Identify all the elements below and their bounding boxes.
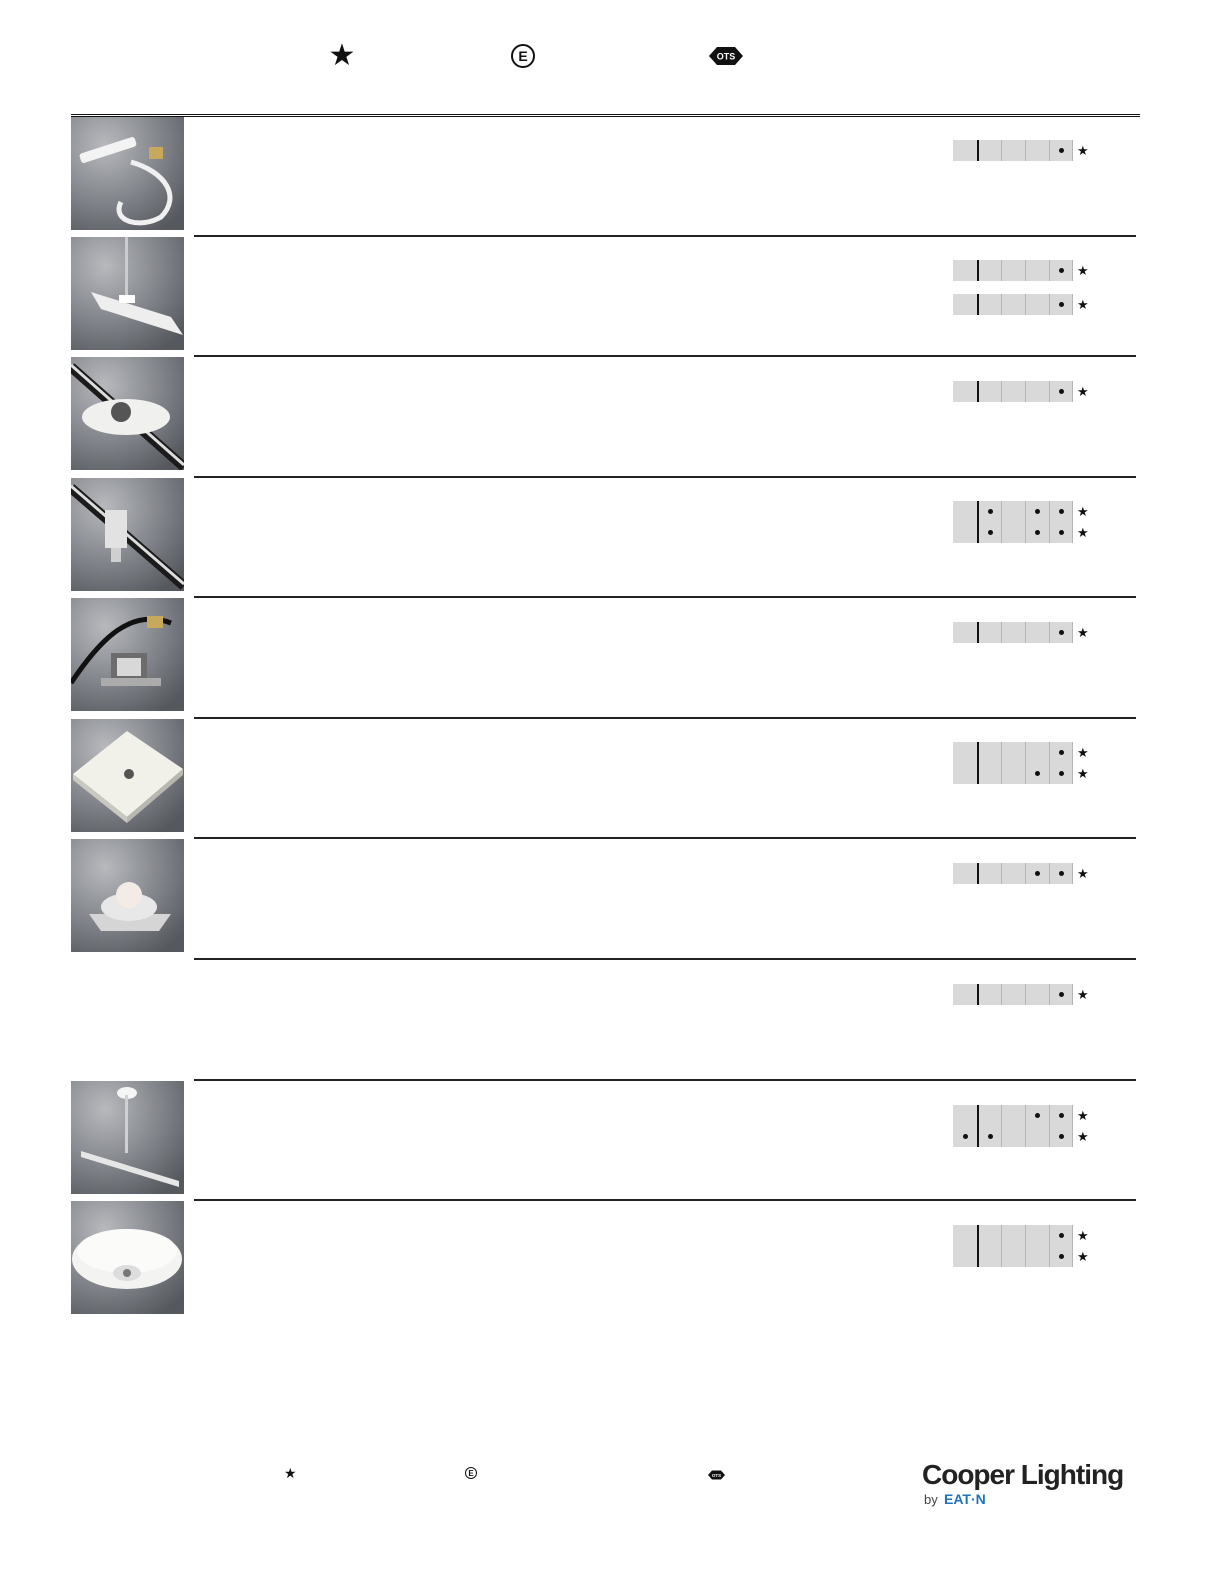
- product-row: [0, 717, 1224, 837]
- availability-dot: [1059, 1113, 1064, 1118]
- feature-matrix: [953, 622, 1091, 643]
- matrix-cell: [1001, 1246, 1025, 1267]
- matrix-cell: [1025, 984, 1049, 1005]
- matrix-cell: [1001, 1225, 1025, 1246]
- product-row: [0, 837, 1224, 957]
- matrix-cell: [1025, 1105, 1049, 1126]
- star-icon: ★: [1077, 625, 1089, 640]
- availability-dot: [1035, 530, 1040, 535]
- brand-name: Cooper Lighting: [922, 1459, 1124, 1490]
- matrix-cell: [1025, 501, 1049, 522]
- product-row: [0, 235, 1224, 355]
- matrix-cell: [1025, 381, 1049, 402]
- matrix-cell: [1025, 1225, 1049, 1246]
- track-cord-connector-photo: [71, 117, 184, 230]
- matrix-cell: [953, 1246, 977, 1267]
- availability-dot: [1059, 771, 1064, 776]
- availability-dot: [1035, 1113, 1040, 1118]
- star-icon: ★: [328, 39, 356, 72]
- row-divider: [194, 1079, 1136, 1081]
- square-mounting-plate-photo: [71, 719, 184, 832]
- star-icon: ★: [1077, 1108, 1089, 1123]
- matrix-cell: [1001, 294, 1025, 315]
- matrix-row: [953, 260, 1091, 281]
- feature-matrix: [953, 260, 1091, 315]
- star-icon: ★: [1077, 384, 1089, 399]
- matrix-cell: [977, 1126, 1001, 1147]
- product-row: [0, 1199, 1224, 1319]
- matrix-cell: [977, 1105, 1001, 1126]
- brand-by: by: [924, 1492, 938, 1507]
- product-row: [0, 596, 1224, 716]
- matrix-cell: [1049, 763, 1073, 784]
- matrix-cell: [953, 622, 977, 643]
- availability-dot: [1035, 509, 1040, 514]
- star-icon: ★: [1077, 866, 1089, 881]
- matrix-row: [953, 1246, 1091, 1267]
- matrix-cell: [1049, 1126, 1073, 1147]
- matrix-cell: [1049, 984, 1073, 1005]
- row-divider: [194, 235, 1136, 237]
- product-row: [0, 355, 1224, 475]
- matrix-cell: [1001, 381, 1025, 402]
- row-divider: [194, 355, 1136, 357]
- matrix-cell: [1049, 1246, 1073, 1267]
- matrix-cell: [1049, 522, 1073, 543]
- matrix-cell: [1001, 763, 1025, 784]
- matrix-row: [953, 294, 1091, 315]
- matrix-cell: [1049, 622, 1073, 643]
- matrix-cell: [1025, 1126, 1049, 1147]
- matrix-cell: [1025, 522, 1049, 543]
- svg-text:OTS: OTS: [711, 1472, 722, 1478]
- matrix-row: [953, 140, 1091, 161]
- star-icon: ★: [1077, 263, 1089, 278]
- matrix-cell: [1049, 501, 1073, 522]
- brand-logo: [922, 1459, 1132, 1509]
- star-icon: ★: [1077, 987, 1089, 1002]
- availability-dot: [1059, 268, 1064, 273]
- eaton-logo: EAT·N: [944, 1491, 986, 1507]
- matrix-cell: [1049, 294, 1073, 315]
- feature-matrix: [953, 501, 1091, 543]
- matrix-cell: [977, 763, 1001, 784]
- matrix-cell: [1025, 763, 1049, 784]
- product-row: [0, 115, 1224, 235]
- availability-dot: [1059, 302, 1064, 307]
- circled-e-icon: E: [511, 44, 535, 68]
- row-divider: [194, 837, 1136, 839]
- matrix-cell: [1001, 501, 1025, 522]
- availability-dot: [1059, 750, 1064, 755]
- track-canopy-mount-photo: [71, 357, 184, 470]
- matrix-cell: [1001, 742, 1025, 763]
- matrix-cell: [1049, 140, 1073, 161]
- availability-dot: [1059, 1233, 1064, 1238]
- star-icon: ★: [1077, 504, 1089, 519]
- availability-dot: [1059, 1134, 1064, 1139]
- matrix-cell: [1001, 522, 1025, 543]
- round-canopy-photo: [71, 1201, 184, 1314]
- star-icon: ★: [1077, 297, 1089, 312]
- matrix-cell: [977, 522, 1001, 543]
- star-icon: ★: [1077, 745, 1089, 760]
- feature-matrix: [953, 1105, 1091, 1147]
- star-icon: ★: [1077, 1129, 1089, 1144]
- feature-matrix: [953, 140, 1091, 161]
- matrix-row: [953, 1225, 1091, 1246]
- track-clip-fitting-photo: [71, 478, 184, 591]
- star-icon: ★: [284, 1465, 297, 1481]
- matrix-cell: [953, 1225, 977, 1246]
- matrix-cell: [977, 622, 1001, 643]
- matrix-cell: [953, 381, 977, 402]
- matrix-cell: [977, 742, 1001, 763]
- star-icon: ★: [1077, 1249, 1089, 1264]
- row-divider: [194, 596, 1136, 598]
- matrix-cell: [953, 260, 977, 281]
- ots-diamond-icon: [709, 46, 743, 66]
- availability-dot: [1059, 530, 1064, 535]
- matrix-cell: [1025, 294, 1049, 315]
- matrix-cell: [1049, 260, 1073, 281]
- availability-dot: [963, 1134, 968, 1139]
- matrix-cell: [1025, 622, 1049, 643]
- row-divider: [194, 717, 1136, 719]
- product-row: [0, 1079, 1224, 1199]
- matrix-cell: [953, 501, 977, 522]
- matrix-cell: [1025, 863, 1049, 884]
- matrix-cell: [1001, 863, 1025, 884]
- matrix-cell: [1049, 742, 1073, 763]
- matrix-cell: [977, 140, 1001, 161]
- availability-dot: [988, 1134, 993, 1139]
- star-icon: ★: [1077, 1228, 1089, 1243]
- svg-text:OTS: OTS: [716, 51, 736, 62]
- row-divider: [194, 1199, 1136, 1201]
- star-icon: ★: [1077, 525, 1089, 540]
- circled-e-icon: E: [465, 1467, 477, 1479]
- track-pendant-canopy-photo: [71, 1081, 184, 1194]
- availability-dot: [1059, 148, 1064, 153]
- matrix-row: [953, 742, 1091, 763]
- matrix-cell: [1049, 863, 1073, 884]
- availability-dot: [1059, 992, 1064, 997]
- matrix-cell: [953, 140, 977, 161]
- matrix-cell: [1001, 1126, 1025, 1147]
- matrix-row: [953, 381, 1091, 402]
- availability-dot: [1035, 871, 1040, 876]
- matrix-cell: [977, 1225, 1001, 1246]
- availability-dot: [1059, 389, 1064, 394]
- availability-dot: [1035, 771, 1040, 776]
- matrix-cell: [953, 1105, 977, 1126]
- availability-dot: [988, 530, 993, 535]
- availability-dot: [1059, 1254, 1064, 1259]
- matrix-row: [953, 1126, 1091, 1147]
- row-divider: [194, 958, 1136, 960]
- matrix-cell: [977, 294, 1001, 315]
- matrix-cell: [1025, 140, 1049, 161]
- matrix-cell: [953, 294, 977, 315]
- feature-matrix: [953, 742, 1091, 784]
- matrix-cell: [1001, 1105, 1025, 1126]
- feature-matrix: [953, 984, 1091, 1005]
- availability-dot: [988, 509, 993, 514]
- certification-legend: [0, 36, 1224, 80]
- matrix-row: [953, 984, 1091, 1005]
- availability-dot: [1059, 871, 1064, 876]
- ceiling-connector-photo: [71, 839, 184, 952]
- matrix-cell: [953, 763, 977, 784]
- matrix-cell: [1025, 260, 1049, 281]
- matrix-cell: [953, 1126, 977, 1147]
- matrix-row: [953, 863, 1091, 884]
- matrix-row: [953, 622, 1091, 643]
- matrix-cell: [1001, 622, 1025, 643]
- product-row: [0, 476, 1224, 596]
- feature-matrix: [953, 863, 1091, 884]
- matrix-cell: [977, 260, 1001, 281]
- matrix-cell: [977, 863, 1001, 884]
- star-icon: ★: [1077, 766, 1089, 781]
- matrix-cell: [953, 863, 977, 884]
- matrix-cell: [1049, 1225, 1073, 1246]
- matrix-cell: [953, 522, 977, 543]
- matrix-cell: [1001, 140, 1025, 161]
- matrix-cell: [977, 1246, 1001, 1267]
- product-row: [0, 958, 1224, 1078]
- matrix-row: [953, 763, 1091, 784]
- row-divider: [194, 476, 1136, 478]
- matrix-cell: [1025, 1246, 1049, 1267]
- feature-matrix: [953, 1225, 1091, 1267]
- matrix-cell: [953, 984, 977, 1005]
- matrix-row: [953, 522, 1091, 543]
- matrix-cell: [977, 501, 1001, 522]
- matrix-cell: [1001, 984, 1025, 1005]
- cord-plug-clamp-photo: [71, 598, 184, 711]
- matrix-cell: [1049, 381, 1073, 402]
- matrix-row: [953, 1105, 1091, 1126]
- matrix-cell: [977, 984, 1001, 1005]
- feature-matrix: [953, 381, 1091, 402]
- matrix-cell: [977, 381, 1001, 402]
- ots-diamond-icon: [708, 1467, 725, 1477]
- availability-dot: [1059, 630, 1064, 635]
- track-pendant-stem-photo: [71, 237, 184, 350]
- star-icon: ★: [1077, 143, 1089, 158]
- matrix-cell: [1025, 742, 1049, 763]
- matrix-cell: [1001, 260, 1025, 281]
- matrix-cell: [953, 742, 977, 763]
- availability-dot: [1059, 509, 1064, 514]
- matrix-cell: [1049, 1105, 1073, 1126]
- matrix-row: [953, 501, 1091, 522]
